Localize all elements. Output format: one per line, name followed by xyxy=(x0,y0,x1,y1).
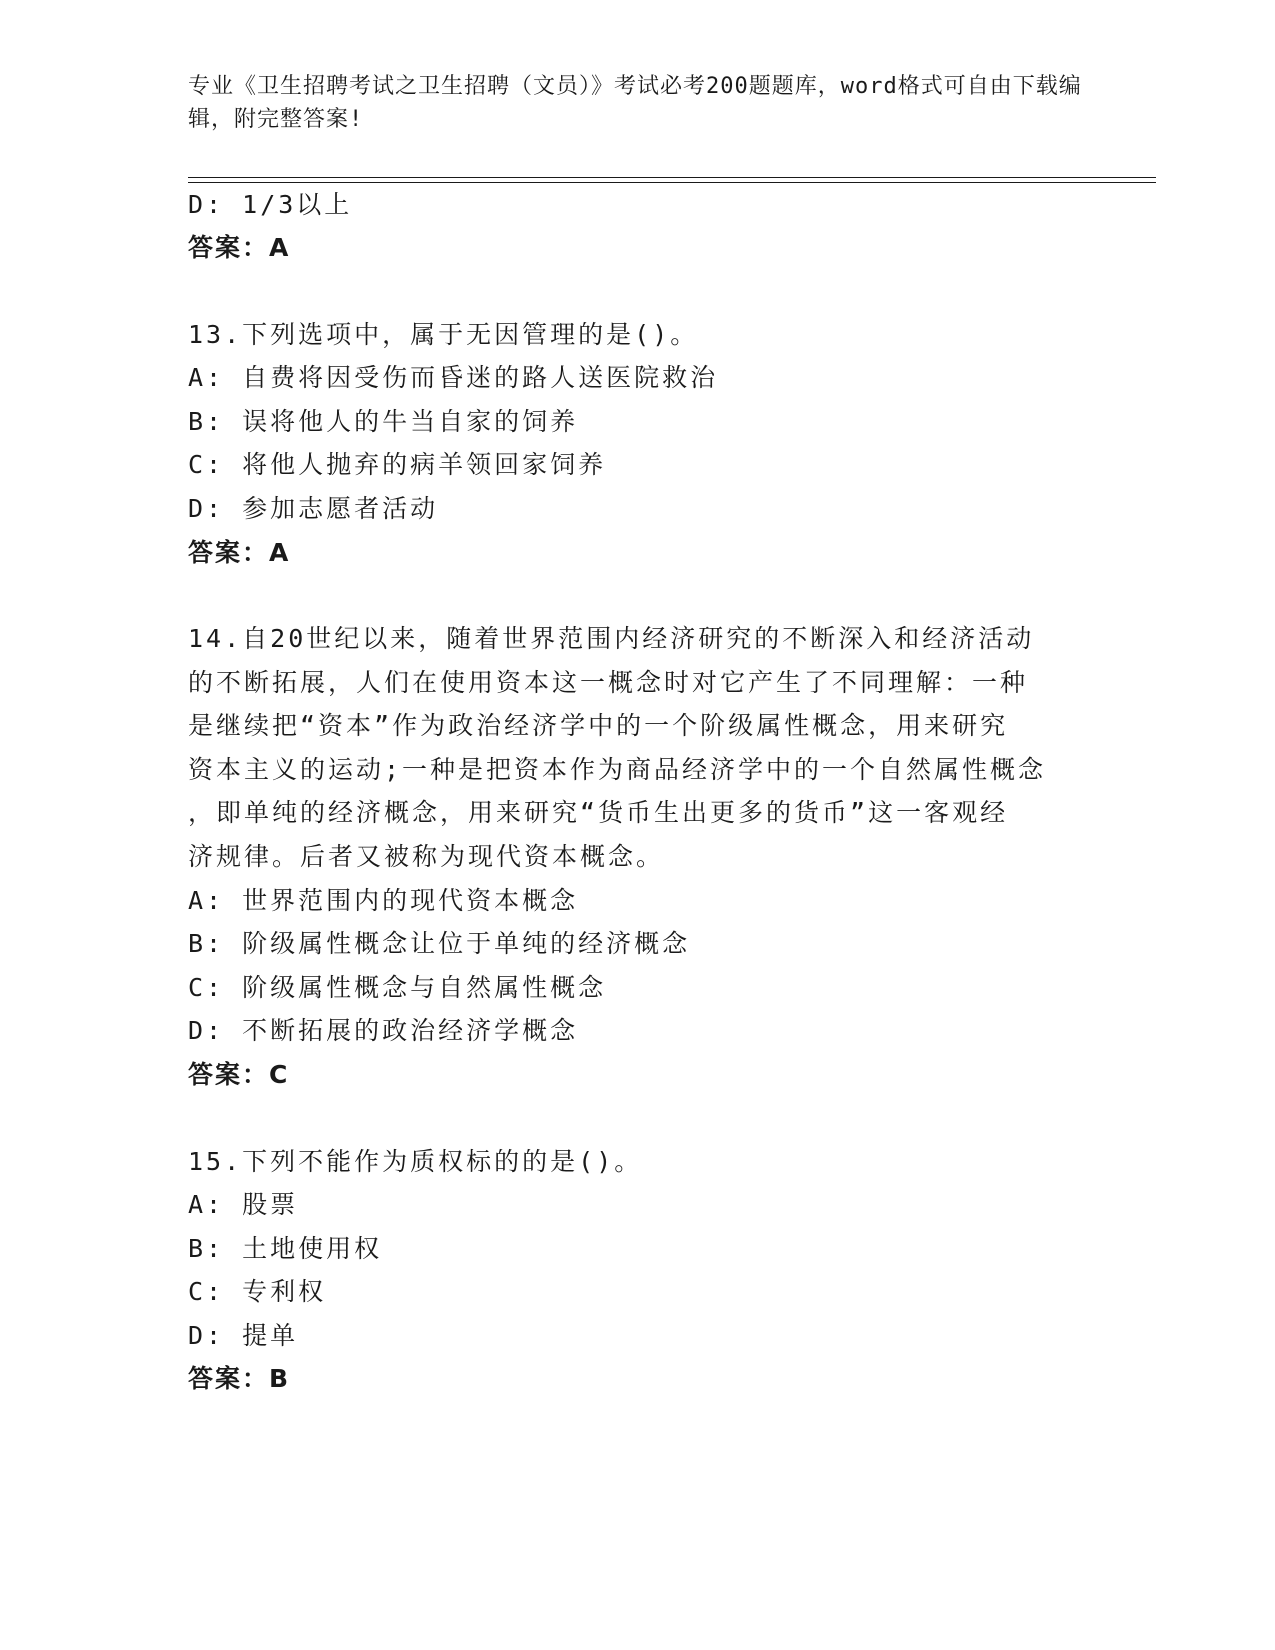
prev-answer: 答案：A xyxy=(188,233,291,262)
page-header: 专业《卫生招聘考试之卫生招聘（文员）》考试必考200题题库，word格式可自由下载编辑，附完整答案! xyxy=(188,74,1082,132)
q15-answer: 答案：B xyxy=(188,1364,291,1393)
q14-question-line-1: 14.自20世纪以来，随着世界范围内经济研究的不断深入和经济活动 xyxy=(188,624,1035,653)
q14-question-line-2: 的不断拓展，人们在使用资本这一概念时对它产生了不同理解：一种 xyxy=(188,668,1029,697)
q13-option-b: B: 误将他人的牛当自家的饲养 xyxy=(188,407,579,436)
q14-question-line-4: 资本主义的运动;一种是把资本作为商品经济学中的一个自然属性概念 xyxy=(188,755,1047,784)
q15-option-a: A: 股票 xyxy=(188,1190,299,1219)
q14-answer: 答案：C xyxy=(188,1060,290,1089)
q13-option-c: C: 将他人抛弃的病羊领回家饲养 xyxy=(188,450,607,479)
prev-option-d: D: 1/3以上 xyxy=(188,190,353,219)
q14-option-c: C: 阶级属性概念与自然属性概念 xyxy=(188,973,607,1002)
header-rule-bottom xyxy=(188,182,1156,183)
q13-option-a: A: 自费将因受伤而昏迷的路人送医院救治 xyxy=(188,363,719,392)
q13-question: 13.下列选项中，属于无因管理的是()。 xyxy=(188,320,699,349)
q14-question-line-3: 是继续把“资本”作为政治经济学中的一个阶级属性概念，用来研究 xyxy=(188,711,1009,740)
header-rule-top xyxy=(188,177,1156,178)
q14-option-b: B: 阶级属性概念让位于单纯的经济概念 xyxy=(188,929,691,958)
q13-answer: 答案：A xyxy=(188,538,291,567)
q14-question-line-6: 济规律。后者又被称为现代资本概念。 xyxy=(188,842,665,871)
q15-option-b: B: 土地使用权 xyxy=(188,1234,383,1263)
q15-option-d: D: 提单 xyxy=(188,1321,299,1350)
q14-option-d: D: 不断拓展的政治经济学概念 xyxy=(188,1016,579,1045)
q14-question-line-5: ，即单纯的经济概念，用来研究“货币生出更多的货币”这一客观经 xyxy=(188,798,1009,827)
q14-option-a: A: 世界范围内的现代资本概念 xyxy=(188,886,579,915)
q15-question: 15.下列不能作为质权标的的是()。 xyxy=(188,1147,643,1176)
q15-option-c: C: 专利权 xyxy=(188,1277,327,1306)
q13-option-d: D: 参加志愿者活动 xyxy=(188,494,439,523)
